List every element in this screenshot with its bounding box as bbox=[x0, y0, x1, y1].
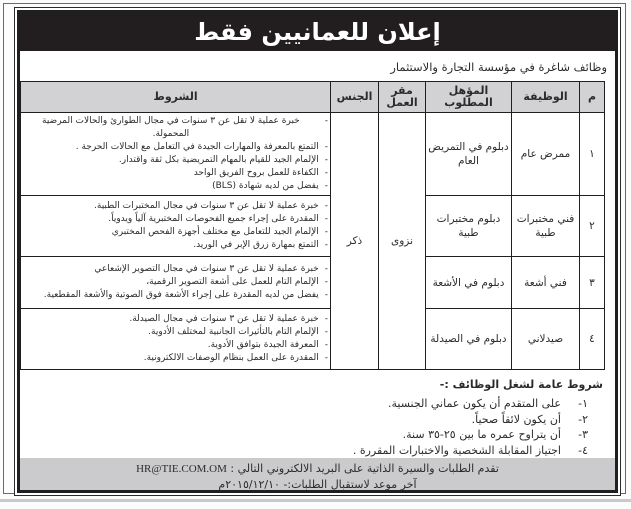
header-job: الوظيفة bbox=[512, 82, 580, 113]
dash-marker: - bbox=[324, 155, 328, 165]
item-text: على المتقدم أن يكون عماني الجنسية. bbox=[388, 397, 561, 410]
shared-location-cell: نزوى bbox=[379, 113, 426, 370]
condition-text: الكفاءة للعمل بروح الفريق الواحد bbox=[193, 168, 319, 178]
header-gender: الجنس bbox=[331, 82, 379, 113]
row-conditions bbox=[21, 309, 331, 370]
condition-text: الإلمام التام للعمل على أشعة التصوير الرقمية، bbox=[146, 277, 319, 287]
footer-apply-line bbox=[24, 461, 611, 477]
dash-marker: - bbox=[324, 353, 328, 363]
dash-marker: - bbox=[324, 240, 328, 250]
advert-subtitle: وظائف شاغرة في مؤسسة التجارة والاستثمار bbox=[390, 60, 607, 74]
item-number: ٣- bbox=[578, 428, 588, 441]
row-conditions bbox=[21, 196, 331, 257]
header-qualification: المؤهل المطلوب bbox=[426, 82, 512, 113]
condition-item bbox=[23, 226, 328, 239]
row-no: ٢ bbox=[580, 196, 605, 257]
condition-item bbox=[23, 313, 328, 326]
row-no: ٣ bbox=[580, 257, 605, 309]
condition-item bbox=[23, 154, 328, 167]
advert-frame bbox=[14, 7, 621, 496]
dash-marker: - bbox=[324, 290, 328, 300]
advert-content bbox=[17, 10, 618, 493]
page-bottom-shadow bbox=[0, 499, 631, 502]
row-conditions bbox=[21, 113, 331, 196]
dash-marker: - bbox=[324, 264, 328, 274]
item-number: ٢- bbox=[578, 412, 588, 426]
table-row bbox=[21, 257, 605, 309]
dash-marker: - bbox=[324, 314, 328, 324]
dash-marker: - bbox=[324, 340, 328, 350]
general-conditions-section bbox=[20, 378, 603, 458]
item-text: اجتياز المقابلة الشخصية والاختبارات المقررة . bbox=[352, 443, 561, 457]
table-header-row bbox=[21, 82, 605, 113]
row-conditions bbox=[21, 257, 331, 309]
row-no: ١ bbox=[580, 113, 605, 196]
row-no: ٤ bbox=[580, 309, 605, 370]
condition-item bbox=[23, 339, 328, 352]
jobs-table bbox=[20, 81, 605, 370]
condition-item bbox=[23, 167, 328, 180]
header-location: مقر العمل bbox=[379, 82, 426, 113]
shared-gender-cell: ذكر bbox=[331, 113, 379, 370]
dash-marker: - bbox=[324, 181, 328, 191]
condition-text: يفضل من لديه شهادة (BLS) bbox=[212, 181, 319, 191]
table-row bbox=[21, 309, 605, 370]
condition-item bbox=[23, 326, 328, 339]
condition-item bbox=[23, 213, 328, 226]
row-job: صيدلاني bbox=[512, 309, 580, 370]
row-job: ممرض عام bbox=[512, 113, 580, 196]
row-qualification: دبلوم في الصيدلة bbox=[426, 309, 512, 370]
condition-item bbox=[23, 289, 328, 302]
dash-marker: - bbox=[324, 327, 328, 337]
application-footer bbox=[20, 458, 615, 493]
row-job: فني أشعة bbox=[512, 257, 580, 309]
condition-item bbox=[23, 200, 328, 213]
condition-text: التمتع بالمعرفة والمهارات الجيدة في التعامل مع الحالات الحرجة . bbox=[75, 142, 319, 152]
table-row bbox=[21, 196, 605, 257]
general-condition-item bbox=[20, 443, 603, 459]
row-qualification: دبلوم في الأشعة bbox=[426, 257, 512, 309]
condition-text: خبرة عملية لا تقل عن ٣ سنوات في مجال التصوير الإشعاعي bbox=[94, 264, 319, 274]
dash-marker: - bbox=[324, 277, 328, 287]
dash-marker: - bbox=[324, 168, 328, 178]
condition-item bbox=[23, 141, 328, 154]
condition-item bbox=[23, 352, 328, 365]
condition-text: التمتع بمهارة زرق الإبر في الوريد. bbox=[193, 240, 319, 250]
table-row bbox=[21, 113, 605, 196]
condition-text: الإلمام الجيد للتعامل مع مختلف أجهزة الفحص المختبري bbox=[111, 227, 319, 237]
condition-text: خبرة عملية لا تقل عن ٣ سنوات في مجال الصيدلة. bbox=[129, 314, 319, 324]
advert-title: إعلان للعمانيين فقط bbox=[194, 18, 441, 46]
condition-text: يفضل من لديه المقدرة على إجراء الأشعة فوق الصوتية والأشعة المقطعية. bbox=[43, 290, 319, 300]
footer-apply-text: تقدم الطلبات والسيرة الذاتية على البريد الالكتروني التالي : bbox=[226, 462, 499, 475]
condition-text: المعرفة الجيدة بتوافق الأدوية. bbox=[207, 340, 319, 350]
item-number: ١- bbox=[578, 397, 588, 410]
condition-item bbox=[23, 115, 328, 141]
row-qualification: دبلوم في التمريض العام bbox=[426, 113, 512, 196]
item-text: أن يتراوح عمره ما بين ٢٥-٣٥ سنة. bbox=[402, 428, 561, 441]
condition-text: خبرة عملية لا تقل عن ٣ سنوات في مجال المختبرات الطبية. bbox=[94, 201, 319, 211]
condition-text: الإلمام الجيد للقيام بالمهام التمريضية بكل ثقة واقتدار. bbox=[118, 155, 319, 165]
condition-item bbox=[23, 239, 328, 252]
condition-text: الإلمام التام بالتأثيرات الجانبية لمختلف الأدوية. bbox=[148, 327, 319, 337]
title-banner bbox=[20, 13, 615, 51]
general-condition-item bbox=[20, 396, 603, 412]
general-condition-item bbox=[20, 427, 603, 443]
condition-item bbox=[23, 276, 328, 289]
general-condition-item bbox=[20, 412, 603, 428]
footer-deadline-line: آخر موعد لاستقبال الطلبات:- ٢٠١٥/١٢/١٠م bbox=[218, 478, 417, 491]
condition-text: خبرة عملية لا تقل عن ٣ سنوات في مجال الطوارئ والحالات المرضية المحمولة. bbox=[42, 116, 300, 139]
dash-marker: - bbox=[324, 201, 328, 211]
general-conditions-heading: شروط عامة لشغل الوظائف :- bbox=[439, 378, 603, 391]
header-conditions: الشروط bbox=[21, 82, 331, 113]
condition-item bbox=[23, 263, 328, 276]
row-qualification: دبلوم مختبرات طبية bbox=[426, 196, 512, 257]
condition-item bbox=[23, 180, 328, 193]
header-no: م bbox=[580, 82, 605, 113]
dash-marker: - bbox=[324, 116, 328, 126]
condition-text: المقدرة على العمل بنظام الوصفات الالكترونية. bbox=[143, 353, 319, 363]
condition-text: المقدرة على إجراء جميع الفحوصات المختبرية آلياً ويدوياً. bbox=[108, 214, 319, 224]
contact-email: HR@TIE.COM.OM bbox=[136, 463, 227, 475]
dash-marker: - bbox=[324, 214, 328, 224]
row-job: فني مختبرات طبية bbox=[512, 196, 580, 257]
dash-marker: - bbox=[324, 227, 328, 237]
item-text: أن يكون لائقاً صحياً. bbox=[471, 412, 561, 426]
item-number: ٤- bbox=[578, 443, 588, 457]
dash-marker: - bbox=[324, 142, 328, 152]
